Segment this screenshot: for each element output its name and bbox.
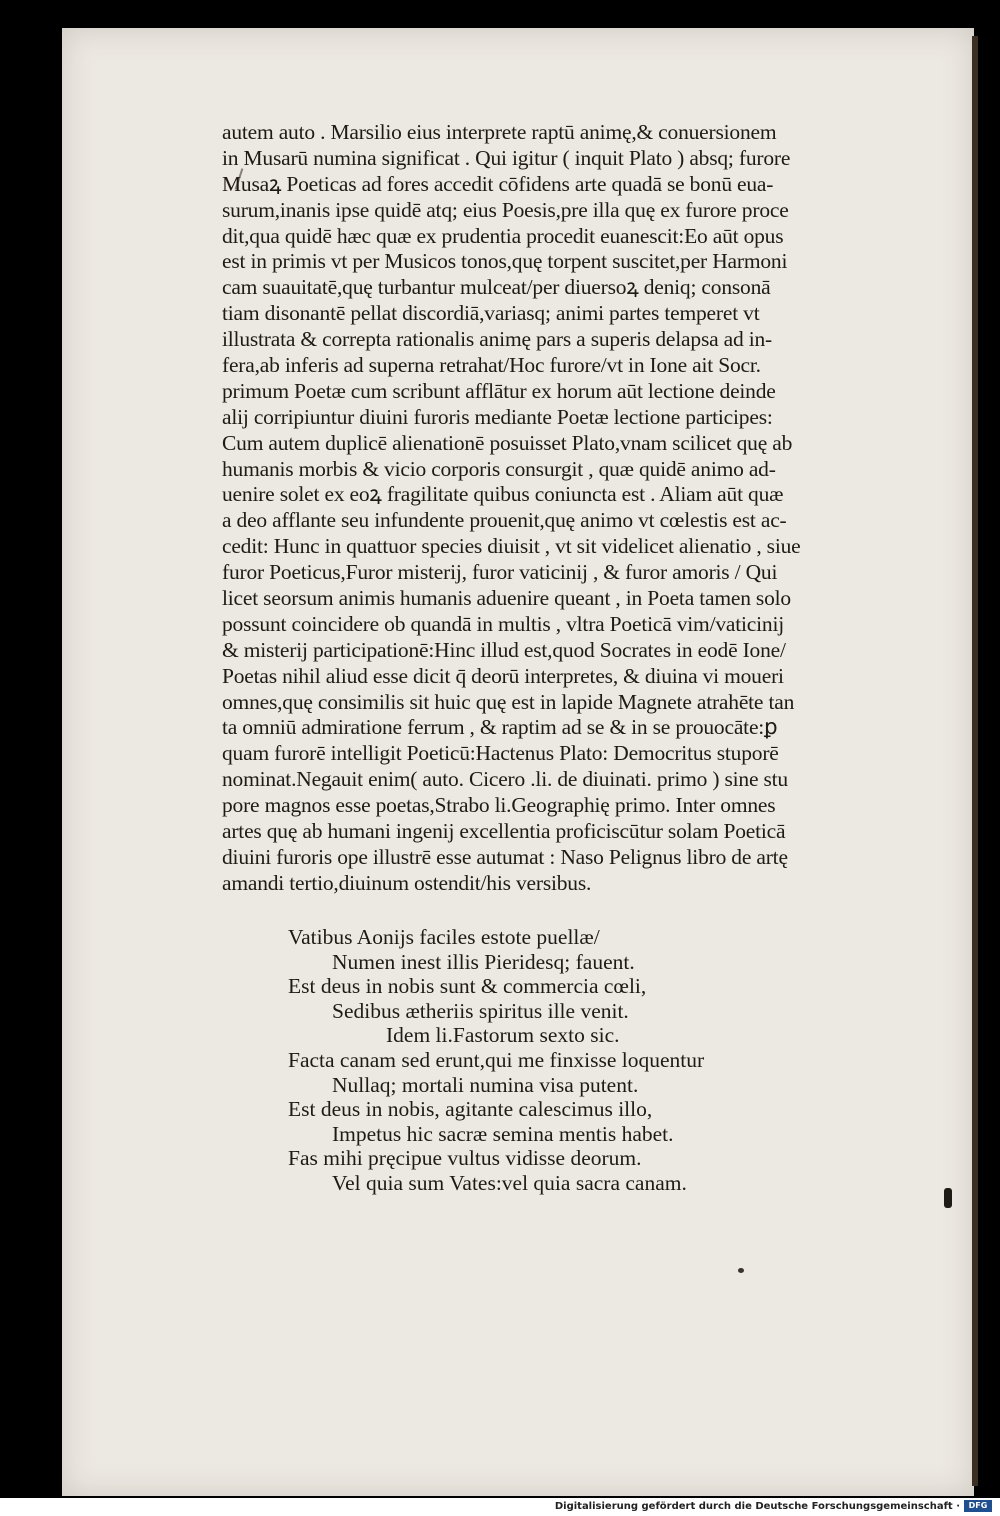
text-line: amandi tertio,diuinum ostendit/his versibus.: [222, 870, 592, 895]
text-line: artes quę ab humani ingenij excellentia proficiscūtur solam Poeticā: [222, 819, 786, 844]
ink-dot: [738, 1268, 744, 1273]
text-line: nominat.Negauit enim( auto. Cicero .li. de diuinati. primo ) sine stu: [222, 767, 788, 792]
dfg-logo: DFG: [964, 1500, 992, 1512]
page-edge: [972, 36, 978, 1486]
text-line: furor Poeticus,Furor misterij, furor vaticinij , & furor amoris / Qui: [222, 560, 778, 585]
text-line: possunt coincidere ob quandā in multis , vltra Poeticā vim/vaticinij: [222, 611, 785, 636]
verse-line: Nullaq; mortali numina visa putent.: [332, 1072, 639, 1097]
text-line: est in primis vt per Musicos tonos,quę torpent suscitet,per Harmoni: [222, 249, 788, 274]
text-line: Poetas nihil aliud esse dicit q̄ deorū interpretes, & diuina vi moueri: [222, 663, 784, 688]
funding-notice: Digitalisierung gefördert durch die Deutsche Forschungsgemeinschaft ·: [554, 1501, 960, 1512]
verse-line: Impetus hic sacræ semina mentis habet.: [332, 1121, 674, 1146]
text-line: a deo afflante seu infundente prouenit,quę animo vt cœlestis est ac-: [222, 508, 787, 533]
text-line: tiam disonantē pellat discordiā,variasq; animi partes temperet vt: [222, 301, 760, 326]
text-line: diuini furoris ope illustrē esse autumat : Naso Pelignus libro de artę: [222, 844, 788, 869]
text-line: surum,inanis ipse quidē atq; eius Poesis,pre illa quę ex furore proce: [222, 197, 789, 222]
text-line: Musaꝝ Poeticas ad fores accedit cōfidens arte quadā se bonū eua-: [222, 171, 774, 196]
text-line: quam furorē intelligit Poeticū:Hactenus Plato: Democritus stuporē: [222, 741, 779, 766]
text-line: omnes,quę consimilis sit huic quę est in lapide Magnete atrahēte tan: [222, 689, 795, 714]
text-line: primum Poetæ cum scribunt afflātur ex horum aūt lectione deinde: [222, 378, 776, 403]
text-line: dit,qua quidē hæc quæ ex prudentia procedit euanescit:Eo aūt opus: [222, 223, 784, 248]
body-text: [222, 120, 902, 897]
verse-line: Est deus in nobis sunt & commercia cœli,: [288, 974, 647, 999]
verse-line: Vel quia sum Vates:vel quia sacra canam.: [332, 1170, 687, 1195]
text-line: ta omniū admiratione ferrum , & raptim ad se & in se prouocāte:ꝑ: [222, 715, 778, 740]
text-line: fera,ab inferis ad superna retrahat/Hoc furore/vt in Ione ait Socr.: [222, 353, 761, 378]
text-line: cam suauitatē,quę turbantur mulceat/per diuersoꝝ deniq; consonā: [222, 275, 771, 300]
text-line: uenire solet ex eoꝝ fragilitate quibus coniuncta est . Aliam aūt quæ: [222, 482, 784, 507]
text-line: Cum autem duplicē alienationē posuisset Plato,vnam scilicet quę ab: [222, 430, 793, 455]
verse-line: Numen inest illis Pieridesq; fauent.: [332, 949, 635, 974]
text-line: autem auto . Marsilio eius interprete raptū animę,& conuersionem: [222, 120, 777, 144]
verse-line: Facta canam sed erunt,qui me finxisse loquentur: [288, 1047, 705, 1072]
text-line: & misterij participationē:Hinc illud est,quod Socrates in eodē Ione/: [222, 637, 786, 662]
text-line: pore magnos esse poetas,Strabo li.Geographię primo. Inter omnes: [222, 793, 776, 818]
verse-line: Idem li.Fastorum sexto sic.: [386, 1023, 620, 1048]
text-line: licet seorsum animis humanis aduenire queant , in Poeta tamen solo: [222, 586, 791, 611]
text-line: in Musarū numina significat . Qui igitur ( inquit Plato ) absq; furore: [222, 145, 791, 170]
margin-mark: [944, 1188, 952, 1208]
verse-line: Sedibus ætheriis spiritus ille venit.: [332, 998, 629, 1023]
verse-line: Est deus in nobis, agitante calescimus illo,: [288, 1097, 653, 1122]
verse-quotation: [288, 925, 848, 1196]
verse-line: Fas mihi pręcipue vultus vidisse deorum.: [288, 1146, 642, 1171]
text-line: humanis morbis & vicio corporis consurgit , quæ quidē animo ad-: [222, 456, 776, 481]
text-line: cedit: Hunc in quattuor species diuisit , vt sit videlicet alienatio , siue: [222, 534, 801, 559]
text-line: illustrata & correpta rationalis animę pars a superis delapsa ad in-: [222, 327, 772, 352]
text-line: alij corripiuntur diuini furoris mediante Poetæ lectione participes:: [222, 404, 773, 429]
verse-line: Vatibus Aonijs faciles estote puellæ/: [288, 925, 600, 949]
